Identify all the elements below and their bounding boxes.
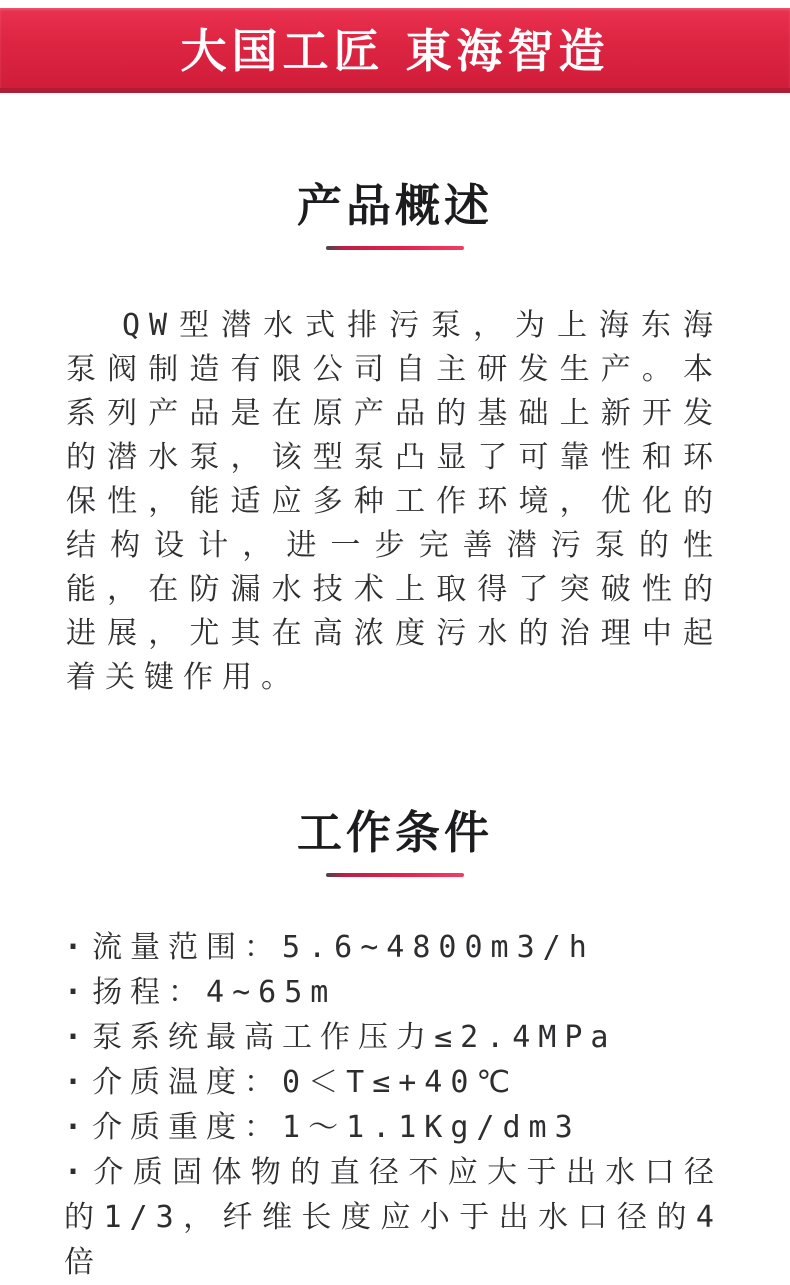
- conditions-list: [64, 925, 722, 1285]
- overview-paragraph: QW型潜水式排污泵，为上海东海泵阀制造有限公司自主研发生产。本系列产品是在原产品的基础上新开发的潜水泵，该型泵凸显了可靠性和环保性，能适应多种工作环境，优化的结构设计，进一步完善潜污泵的性能，在防漏水技术上取得了突破性的进展，尤其在高浓度污水的治理中起着关键作用。: [66, 308, 722, 695]
- overview-title-underline: [326, 246, 464, 250]
- condition-item-head: · 扬程：4~65m: [64, 970, 722, 1015]
- condition-item-flow-range: · 流量范围：5.6~4800m3/h: [64, 925, 722, 970]
- condition-item-max-pressure: · 泵系统最高工作压力≤2.4MPa: [64, 1015, 722, 1060]
- top-banner: [0, 8, 790, 93]
- condition-item-medium-temperature: · 介质温度：0＜T≤+40℃: [64, 1060, 722, 1105]
- condition-item-medium-density: · 介质重度：1～1.1Kg/dm3: [64, 1105, 722, 1150]
- section-overview: [0, 169, 790, 700]
- condition-item-solids-size: · 介质固体物的直径不应大于出水口径的1/3，纤维长度应小于出水口径的4倍: [64, 1150, 722, 1285]
- overview-title: 产品概述: [296, 179, 493, 232]
- section-conditions: [0, 796, 790, 1285]
- conditions-title-underline: [326, 873, 464, 877]
- banner-title: 大国工匠 東海智造: [180, 24, 610, 78]
- product-detail-page: [0, 8, 790, 1285]
- conditions-title: 工作条件: [296, 806, 493, 859]
